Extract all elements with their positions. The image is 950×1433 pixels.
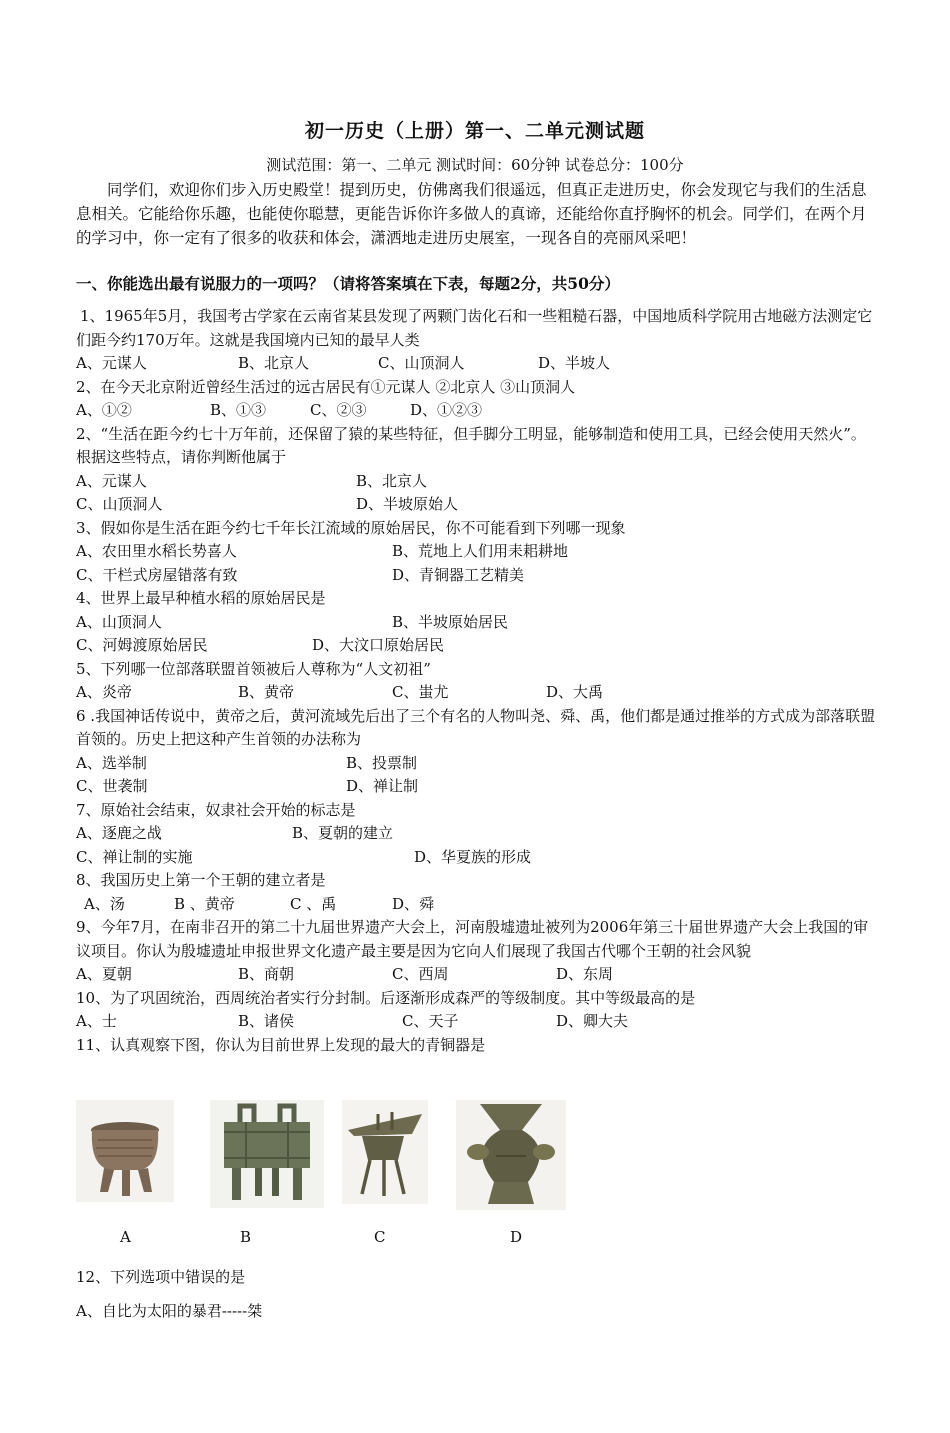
option-b: B、夏朝的建立 xyxy=(292,824,394,842)
square-ding-image xyxy=(210,1100,324,1208)
option-c: C、山顶洞人 xyxy=(76,495,163,513)
options-8a xyxy=(76,822,876,846)
options-5a xyxy=(76,611,876,635)
option-d: D、①②③ xyxy=(410,401,483,419)
options-3a xyxy=(76,470,876,494)
question-1: 1、1965年5月，我国考古学家在云南省某县发现了两颗门齿化石和一些粗糙石器，中国地质科学院用古地磁方法测定它们距今约170万年。这就是我国境内已知的最早人类 xyxy=(76,307,873,349)
option-b: B、商朝 xyxy=(238,965,295,983)
option-a: A、①② xyxy=(76,401,132,419)
option-d: D、大禹 xyxy=(546,683,604,701)
option-c: C、②③ xyxy=(310,401,367,419)
option-d: D、禅让制 xyxy=(346,777,419,795)
option-d: D、东周 xyxy=(556,965,614,983)
option-a: A、炎帝 xyxy=(76,683,132,701)
option-b: B、黄帝 xyxy=(238,683,295,701)
options-10 xyxy=(76,963,876,987)
option-b: B、荒地上人们用耒耜耕地 xyxy=(392,542,569,560)
question-4: 3、假如你是生活在距今约七千年长江流域的原始居民，你不可能看到下列哪一现象 xyxy=(76,518,626,537)
option-a: A、农田里水稻长势喜人 xyxy=(76,542,237,560)
option-c: C、干栏式房屋错落有致 xyxy=(76,565,238,584)
option-c: C、禅让制的实施 xyxy=(76,847,193,866)
question-3: 2、“生活在距今约七十万年前，还保留了猿的某些特征，但手脚分工明显，能够制造和使用工具，已经会使用天然火”。根据这些特点，请你判断他属于 xyxy=(76,424,866,466)
options-2 xyxy=(76,399,876,423)
option-a: A、元谋人 xyxy=(76,471,147,490)
option-a: A、山顶洞人 xyxy=(76,612,162,631)
option-d: D、华夏族的形成 xyxy=(414,847,532,866)
options-11 xyxy=(76,1010,876,1034)
zun-vessel-image xyxy=(456,1100,566,1210)
option-d: D、舜 xyxy=(392,894,435,913)
option-b: B、①③ xyxy=(210,401,267,419)
caption-b: B xyxy=(240,1228,252,1246)
question-13: 12、下列选项中错误的是 xyxy=(76,1268,246,1286)
option-c: C、山顶洞人 xyxy=(378,354,465,372)
options-7b xyxy=(76,775,876,799)
option-c: C、河姆渡原始居民 xyxy=(76,636,208,654)
question-7: 6 .我国神话传说中，黄帝之后，黄河流域先后出了三个有名的人物叫尧、舜、禹，他们都是通过推举的方式成为部落联盟首领的。历史上把这种产生首领的办法称为 xyxy=(76,706,876,748)
options-7a xyxy=(76,752,876,776)
page-title: 初一历史（上册）第一、二单元测试题 xyxy=(304,120,645,142)
option-d: D、半坡原始人 xyxy=(356,495,459,513)
question-10: 9、今年7月，在南非召开的第二十九届世界遗产大会上，河南殷墟遗址被列为2006年第三十届世界遗产大会上我国的审议项目。你认为殷墟遗址申报世界文化遗产最主要是因为它向人们展现了我国古代哪个王朝的社会风貌 xyxy=(76,918,869,960)
tripod-pot-image xyxy=(76,1100,174,1202)
question-5: 4、世界上最早种植水稻的原始居民是 xyxy=(76,589,326,607)
question-12: 11、认真观察下图，你认为目前世界上发现的最大的青铜器是 xyxy=(76,1035,486,1054)
option-b: B 、黄帝 xyxy=(174,894,235,913)
question-2: 2、在今天北京附近曾经生活过的远古居民有①元谋人 ②北京人 ③山顶洞人 xyxy=(76,377,576,396)
option-b: B、诸侯 xyxy=(238,1012,295,1030)
exam-info: 测试范围：第一、二单元 测试时间：60分钟 试卷总分：100分 xyxy=(266,156,684,174)
option-a: A、自比为太阳的暴君-----桀 xyxy=(76,1302,263,1320)
option-b: B、北京人 xyxy=(356,471,428,490)
option-c: C 、禹 xyxy=(290,894,337,913)
options-1 xyxy=(76,352,876,376)
intro-paragraph: 同学们，欢迎你们步入历史殿堂！提到历史，仿佛离我们很遥远，但真正走进历史，你会发现它与我们的生活息息相关。它能给你乐趣，也能使你聪慧，更能告诉你许多做人的真谛，还能给你直抒胸怀的机会。同学们，在两个月的学习中，你一定有了很多的收获和体会，潇洒地走进历史展室，一现各自的亮丽风采吧！ xyxy=(76,181,867,247)
jue-vessel-image xyxy=(342,1100,428,1204)
question-11: 10、为了巩固统治，西周统治者实行分封制。后逐渐形成森严的等级制度。其中等级最高的是 xyxy=(76,988,696,1007)
option-a: A、元谋人 xyxy=(76,354,147,372)
caption-a: A xyxy=(120,1228,131,1246)
option-b: B、半坡原始居民 xyxy=(392,612,509,631)
options-8b xyxy=(76,846,876,870)
option-a: A、选举制 xyxy=(76,753,147,772)
question-9: 8、我国历史上第一个王朝的建立者是 xyxy=(76,871,326,889)
option-d: D、卿大夫 xyxy=(556,1012,629,1030)
option-d: D、大汶口原始居民 xyxy=(312,636,445,654)
caption-d: D xyxy=(510,1228,523,1246)
options-4a xyxy=(76,540,876,564)
option-c: C、天子 xyxy=(402,1012,459,1030)
options-5b xyxy=(76,634,876,658)
option-a: A、夏朝 xyxy=(76,965,132,983)
option-c: C、蚩尤 xyxy=(392,683,449,701)
question-6: 5、下列哪一位部落联盟首领被后人尊称为“人文初祖” xyxy=(76,659,431,678)
options-3b xyxy=(76,493,876,517)
option-b: B、北京人 xyxy=(238,354,310,372)
question-8: 7、原始社会结束，奴隶社会开始的标志是 xyxy=(76,800,356,819)
option-d: D、半坡人 xyxy=(538,354,611,372)
option-a: A、汤 xyxy=(84,894,125,913)
option-d: D、青铜器工艺精美 xyxy=(392,565,525,584)
section-heading: 一、你能选出最有说服力的一项吗？（请将答案填在下表，每题2分，共50分） xyxy=(76,274,620,293)
option-c: C、世袭制 xyxy=(76,777,148,795)
question-12-block xyxy=(76,1260,876,1328)
option-a: A、士 xyxy=(76,1012,117,1030)
caption-c: C xyxy=(374,1228,386,1246)
options-6 xyxy=(76,681,876,705)
bronze-images xyxy=(76,1100,596,1260)
option-a: A、逐鹿之战 xyxy=(76,824,162,842)
option-c: C、西周 xyxy=(392,965,449,983)
option-b: B、投票制 xyxy=(346,753,418,772)
options-4b xyxy=(76,564,876,588)
question-list xyxy=(76,305,876,1057)
options-9 xyxy=(76,893,876,917)
